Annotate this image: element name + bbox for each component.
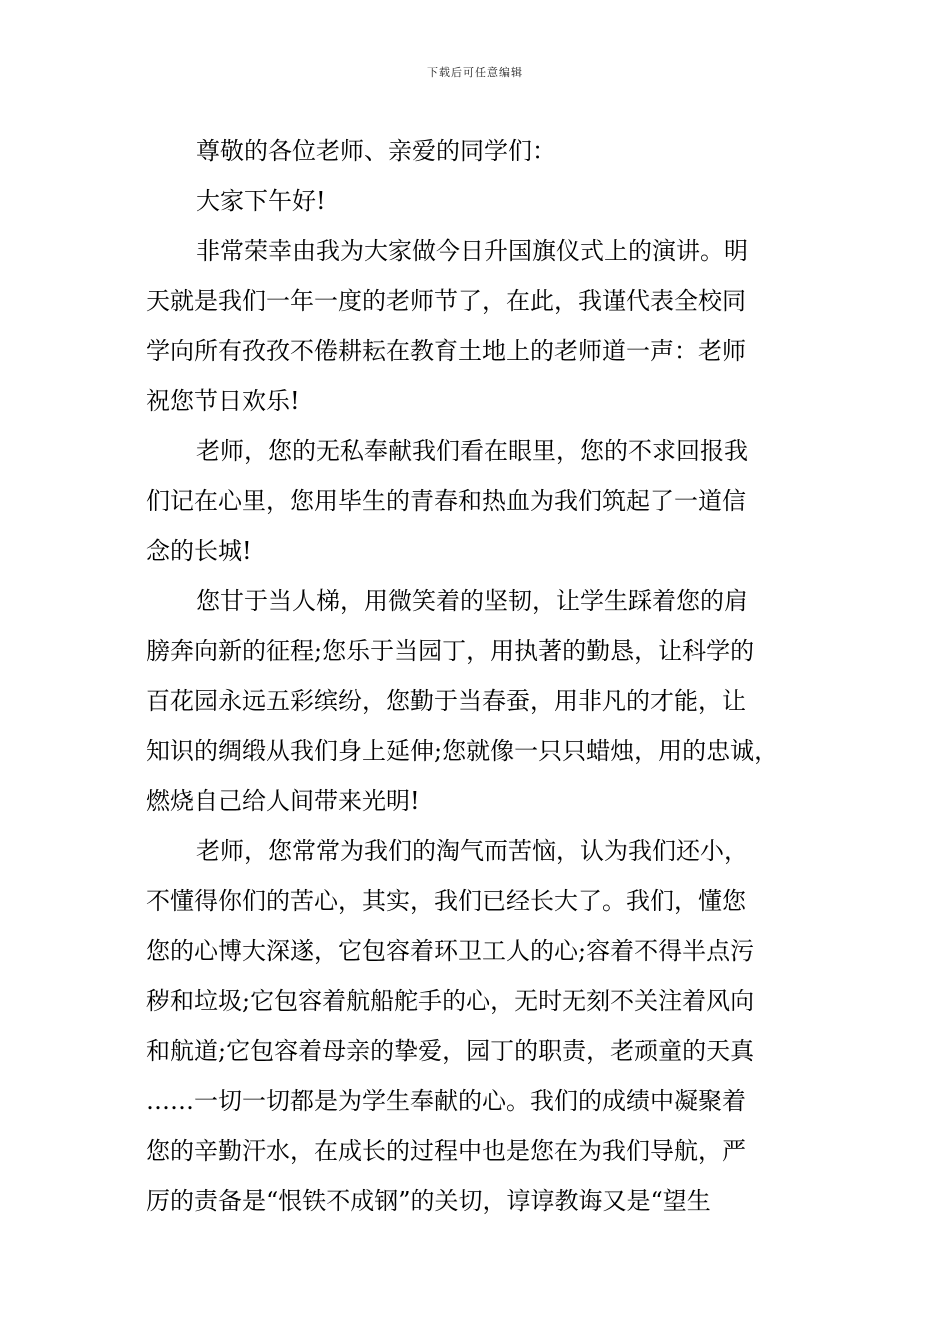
greeting-line: 大家下午好!: [196, 187, 326, 215]
page-header: 下载后可任意编辑: [427, 66, 523, 79]
paragraph-line: 学向所有孜孜不倦耕耘在教育土地上的老师道一声：老师: [146, 337, 746, 365]
salutation-line: 尊敬的各位老师、亲爱的同学们：: [196, 137, 556, 165]
paragraph-line: 知识的绸缎从我们身上延伸;您就像一只只蜡烛，用的忠诚，: [146, 737, 779, 765]
paragraph-line: 祝您节日欢乐!: [146, 387, 300, 415]
paragraph-line: 念的长城!: [146, 537, 252, 565]
paragraph-line: 秽和垃圾;它包容着航船舵手的心，无时无刻不关注着风向: [146, 987, 755, 1015]
paragraph-line: ……一切一切都是为学生奉献的心。我们的成绩中凝聚着: [146, 1087, 746, 1115]
paragraph-line: 老师，您常常为我们的淘气而苦恼，认为我们还小，: [196, 837, 748, 865]
paragraph-line: 您甘于当人梯，用微笑着的坚韧，让学生踩着您的肩: [196, 587, 748, 615]
paragraph-line: 您的心博大深遂，它包容着环卫工人的心;容着不得半点污: [146, 937, 755, 965]
paragraph-line: 天就是我们一年一度的老师节了，在此，我谨代表全校同: [146, 287, 746, 315]
paragraph-line: 不懂得你们的苦心，其实，我们已经长大了。我们，懂您: [146, 887, 746, 915]
paragraph-line: 老师，您的无私奉献我们看在眼里，您的不求回报我: [196, 437, 748, 465]
paragraph-line: 百花园永远五彩缤纷，您勤于当春蚕，用非凡的才能，让: [146, 687, 746, 715]
paragraph-line: 您的辛勤汗水，在成长的过程中也是您在为我们导航，严: [146, 1137, 746, 1165]
paragraph-line: 非常荣幸由我为大家做今日升国旗仪式上的演讲。明: [196, 237, 748, 265]
paragraph-line: 燃烧自己给人间带来光明!: [146, 787, 420, 815]
paragraph-line: 膀奔向新的征程;您乐于当园丁，用执著的勤恳，让科学的: [146, 637, 755, 665]
paragraph-line: 和航道;它包容着母亲的挚爱，园丁的职责，老顽童的天真: [146, 1037, 755, 1065]
paragraph-line: 厉的责备是“恨铁不成钢”的关切，谆谆教诲又是“望生: [146, 1187, 711, 1215]
paragraph-line: 们记在心里，您用毕生的青春和热血为我们筑起了一道信: [146, 487, 746, 515]
